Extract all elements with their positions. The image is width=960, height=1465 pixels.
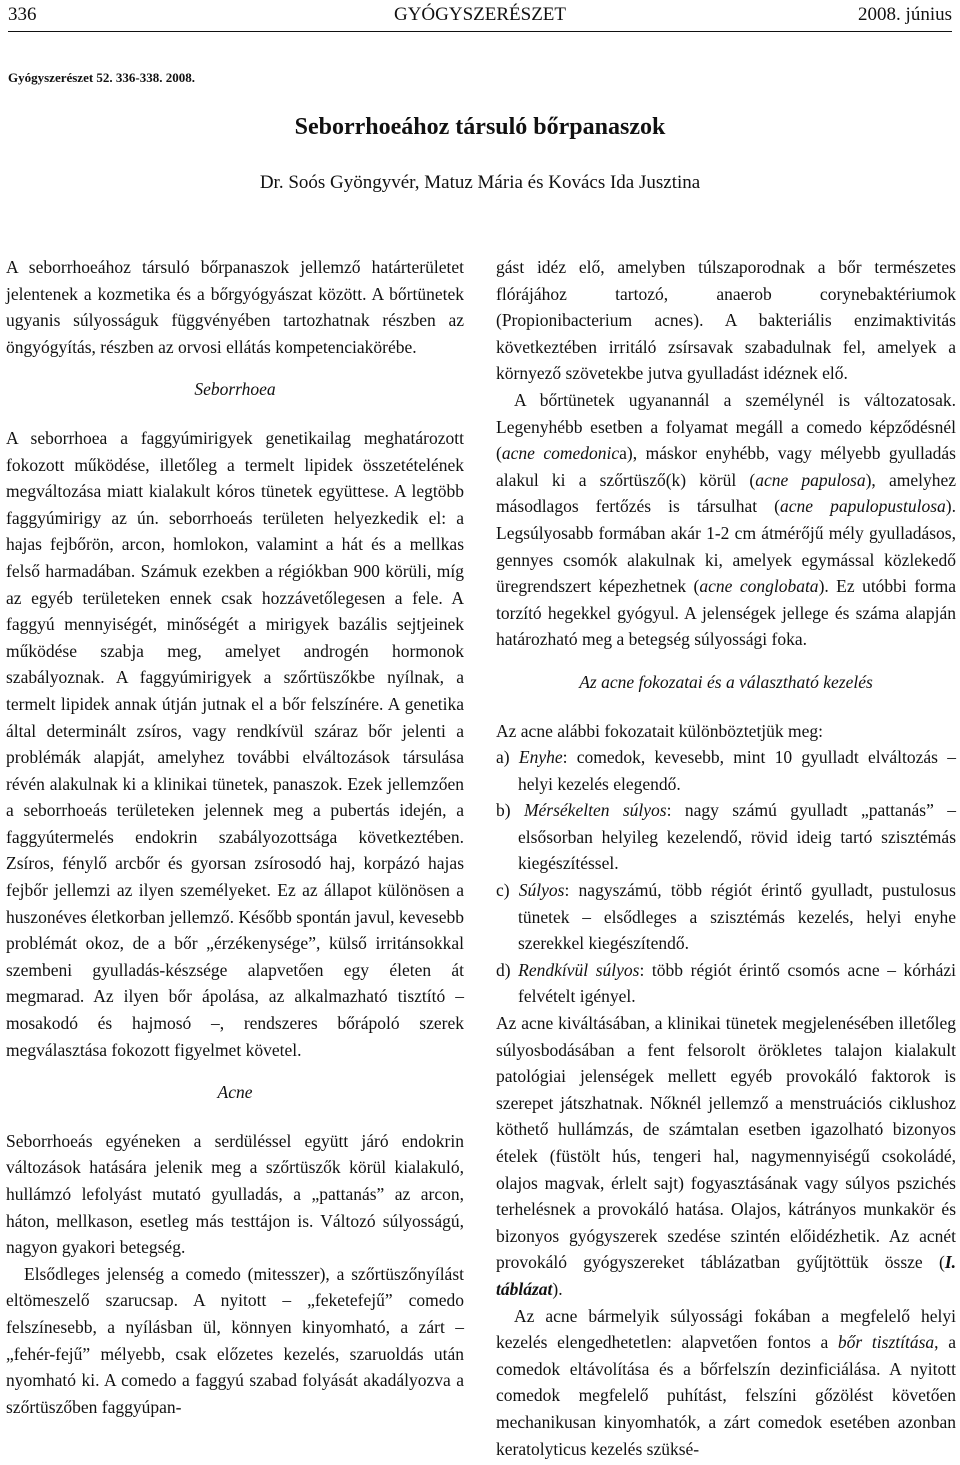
- left-column: [6, 254, 464, 1420]
- article-authors: Dr. Soós Gyöngyvér, Matuz Mária és Kovács Ida Jusztina: [259, 172, 701, 193]
- table-reference: I. táblázat: [496, 1252, 956, 1299]
- list-item: d) Rendkívül súlyos: több régiót érintő csomós acne – kórházi felvételt igényel.: [496, 959, 957, 1007]
- list-item: a) Enyhe: comedok, kevesebb, mint 10 gyulladt elváltozás – helyi kezelés elegendő.: [496, 747, 956, 794]
- running-header: [8, 0, 952, 30]
- provoking-factors-paragraph: Az acne kiváltásában, a klinikai tünetek megjelenésében illetőleg súlyosbodásában a fent felsorolt örökletes talajon kialakult patológiai jelenségek mellett egyéb provokáló faktorok is szerepet játszhatnak. Nőknél jellemző a menstruációs ciklushoz köthető hullámzás, de számtalan esetben igazolható bizonyos ételek (füstölt hús, tengeri hal, nagymennyiségű csokoládé, olajos magvak, érlelt sajt) fogyasztásának vagy súlyos pszichés terhelésnek a provokáló hatása. Olajos, kátrányos munkakör és bizonyos gyógyszerek szedése szintén előidézhetik. Az acnét provokáló gyógyszereket táblázatban gyűjtöttük össze (I. táblázat).: [496, 1013, 956, 1299]
- section-heading-seborrhoea: Seborrhoea: [194, 379, 276, 400]
- section-heading-grades: Az acne fokozatai és a választható kezelés: [579, 671, 873, 692]
- article-title: Seborrhoeához társuló bőrpanaszok: [294, 114, 666, 140]
- grades-list: [496, 744, 956, 1010]
- treatment-paragraph: Az acne bármelyik súlyossági fokában a megfelelő helyi kezelés elengedhetetlen: alapvetően fontos a bőr tisztítása, a comedok eltávolítása és a bőrfelszín dezinficiálása. A nyitott comedok megfelelő puhítást, felszíni gőzölést követően mechanikusan kinyomhatók, a zárt comedok esetében azonban keratolyticus kezelés szüksé-: [496, 1305, 956, 1459]
- section-heading-acne: Acne: [217, 1082, 253, 1103]
- list-item: c) Súlyos: nagyszámú, több régiót érintő gyulladt, pustulosus tünetek – elsődleges a szisztémás kezelés, helyi enyhe szerekkel kiegészítendő.: [496, 880, 956, 954]
- acne-paragraph-1: Seborrhoeás egyéneken a serdüléssel együtt járó endokrin változások hatására jelenik meg a szőrtüszők körül kialakuló, hullámzó lefolyást mutató gyulladás, a „pattanás” az arcon, háton, mellkason, esetleg más testtájon is. Változó súlyosságú, nagyon gyakori betegség.: [6, 1130, 464, 1258]
- acne-paragraph-2: Elsődleges jelenség a comedo (mitesszer), a szőrtüszőnyílást eltömeszelő szarucsap. A nyitott – „feketefejű” comedo felszínesebb, a nyílásban ül, könnyen kinyomható, a zárt – „fehér-fejű” mélyebb, csak előzetes kezelés, szaruoldás után nyomható ki. A comedo a faggyú szabad folyását akadályozva a szőrtüszőben faggyúpan-: [6, 1263, 464, 1417]
- page-number: 336: [8, 4, 37, 25]
- bacteria-paragraph: gást idéz elő, amelyben túlszaporodnak a bőr természetes flórájához tartozó, anaerob corynebaktériumok (Propionibacterium acnes). A bakteriális enzimaktivitás következtében irritáló zsírsavak szabadulnak fel, amelyek a környező szövetekbe jutva gyulladást idéznek elő.: [496, 257, 956, 384]
- citation: Gyógyszerészet 52. 336-338. 2008.: [8, 70, 196, 85]
- header-rule: [8, 31, 952, 32]
- list-item: b) Mérsékelten súlyos: nagy számú gyulladt „pattanás” – elsősorban helyileg kezelendő, rövid ideig tartó szisztémás kiegészítéssel.: [496, 800, 957, 874]
- right-column: [496, 254, 956, 1462]
- seborrhoea-paragraph: A seborrhoea a faggyúmirigyek genetikailag meghatározott fokozott működése, illetőleg a termelt lipidek összetételének megváltozása miatt kialakult kóros tünetek együttese. A legtöbb faggyúmirigy az ún. seborrhoeás területen helyezkedik el: a hajas fejbőrön, arcon, homlokon, valamint a hát és a mellkas felső harmadában. Számuk ezekben a régiókban 900 körüli, míg az egyéb területeken ennek csak hozzávetőlegesen a fele. A faggyú mennyiségét, minőségét a mirigyek bazális sejtjeinek működése szabja meg, amelyet androgén hormonok szabályoznak. A faggyúmirigyek a szőrtüszőkbe nyílnak, a termelt lipidek annak útján jutnak el a bőr felszínére. A genetika által determinált zsíros, vagy rendkívül száraz bőr jelenti a problémák alapját, amelyhez további elváltozások társulása révén alakulnak ki a klinikai tünetek, panaszok. Ezek jellemzően a seborrhoeás területeken jelennek meg a pubertás idején, a faggyútermelés endokrin szabályozottsága következtében. Zsíros, fénylő arcbőr és gyorsan zsírosodó haj, korpázó hajas fejbőr jellemzi az ilyen személyeket. Ez az állapot különösen a huszonéves életkorban jellemző. Később spontán javul, kevesebb problémát okoz, de a bőr „érzékenysége”, külső irritánsokkal szembeni gyulladás-készsége alapvetően egy életen át megmarad. Az ilyen bőr ápolása, az alkalmazható tisztító – mosakodó és hajmosó –, rendszeres bőrápoló szerek megválasztása fokozott figyelmet követel.: [6, 427, 464, 1060]
- issue-date: 2008. június: [858, 4, 952, 25]
- grades-intro: Az acne alábbi fokozatait különböztetjük meg:: [496, 720, 824, 741]
- journal-name: GYÓGYSZERÉSZET: [393, 4, 567, 25]
- symptoms-paragraph: A bőrtünetek ugyanannál a személynél is változatosak. Legenyhébb esetben a folyamat megáll a comedo képződésnél (acne comedonica), máskor enyhébb, vagy mélyebb gyulladás alakul ki a szőrtüsző(k) körül (acne papulosa), amelyhez másodlagos fertőzés is társulhat (acne papulopustulosa). Legsúlyosabb formában akár 1-2 cm átmérőjű mély gyulladásos, gennyes csomók alakulnak ki, amelyek egymással közlekedő üregrendszert képezhetnek (acne conglobata). Ez utóbbi forma torzító hegekkel gyógyul. A jelenségek jellege és száma alapján határozható meg a betegség súlyossági foka.: [496, 389, 957, 650]
- intro-paragraph: A seborrhoeához társuló bőrpanaszok jellemző határterületet jelentenek a kozmetika és a bőrgyógyászat között. A bőrtünetek ugyanis súlyosságuk függvényében tartozhatnak részben az öngyógyítás, részben az orvosi ellátás kompetenciakörébe.: [6, 257, 464, 357]
